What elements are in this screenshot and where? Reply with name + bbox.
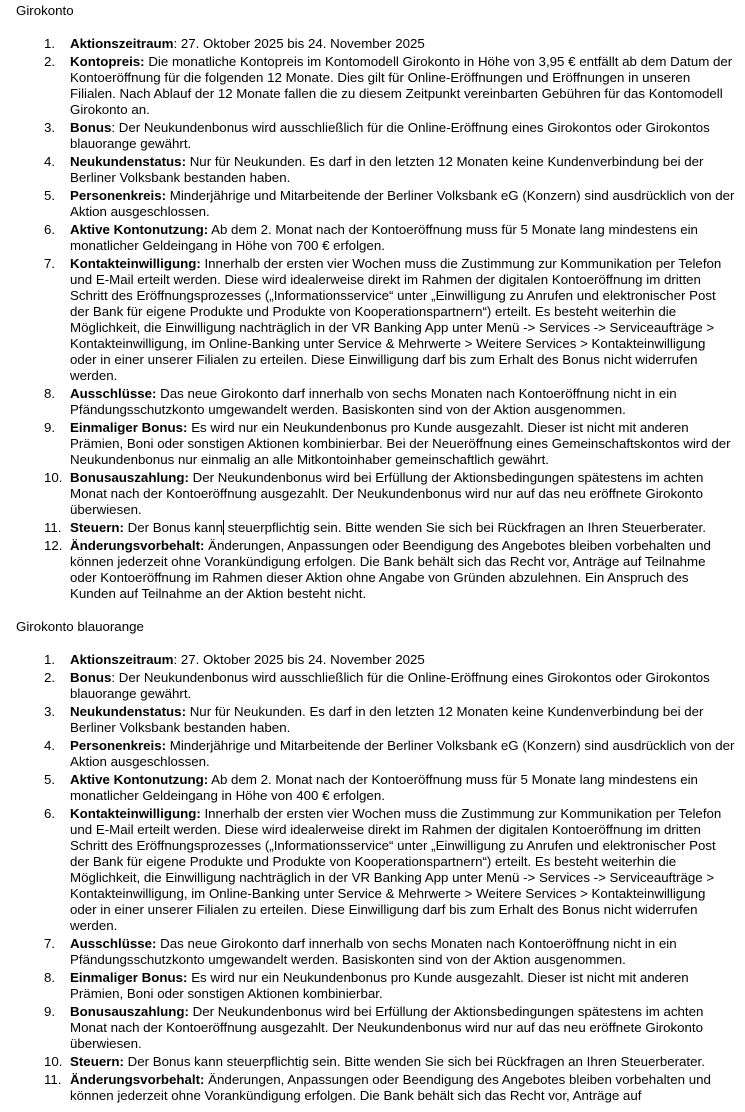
section-girokonto xyxy=(16,3,745,602)
item-number: 2. xyxy=(44,670,56,685)
item-text: Nur für Neukunden. Es darf in den letzten 12 Monaten keine Kundenverbindung bei der Berliner Volksbank bestanden haben. xyxy=(70,154,704,185)
item-text: Minderjährige und Mitarbeitende der Berliner Volksbank eG (Konzern) sind ausdrücklich von der Aktion ausgeschlossen. xyxy=(70,738,735,769)
item-number: 9. xyxy=(44,1004,56,1019)
item-text: Es wird nur ein Neukundenbonus pro Kunde ausgezahlt. Dieser ist nicht mit anderen Prämien, Boni oder sonstigen Aktionen kombinierbar. xyxy=(70,970,689,1001)
item-number: 6. xyxy=(44,806,56,821)
item-text: Das neue Girokonto darf innerhalb von sechs Monaten nach Kontoeröffnung nicht in ein Pfändungsschutzkonto umgewandelt werden. Basiskonten sind von der Aktion ausgenommen. xyxy=(70,936,677,967)
item-text: Der Neukundenbonus wird bei Erfüllung der Aktionsbedingungen spätestens im achten Monat nach der Kontoeröffnung ausgezahlt. Der Neukundenbonus wird nur auf das neu eröffnete Girokonto überwiesen. xyxy=(70,470,704,517)
list-item xyxy=(16,54,745,118)
item-number: 1. xyxy=(44,36,56,51)
list-item xyxy=(16,1072,745,1104)
item-number: 11. xyxy=(44,520,62,535)
list-item xyxy=(16,704,745,736)
item-label: Aktive Kontonutzung: xyxy=(70,222,209,237)
item-label: Änderungsvorbehalt: xyxy=(70,1072,205,1087)
terms-list xyxy=(16,36,745,602)
item-label: Kontakteinwilligung: xyxy=(70,806,201,821)
list-item xyxy=(16,470,745,518)
item-label: Kontopreis: xyxy=(70,54,145,69)
item-text: Der Bonus kann xyxy=(127,520,223,535)
item-label: Änderungsvorbehalt: xyxy=(70,538,205,553)
item-number: 7. xyxy=(44,936,56,951)
item-number: 1. xyxy=(44,652,56,667)
item-label: Steuern: xyxy=(70,1054,124,1069)
section-title: Girokonto blauorange xyxy=(16,619,144,634)
item-number: 12. xyxy=(44,538,63,553)
list-item xyxy=(16,936,745,968)
item-text: Der Neukundenbonus wird ausschließlich für die Online-Eröffnung eines Girokontos oder Girokontos blauorange gewährt. xyxy=(70,670,710,701)
list-item xyxy=(16,1054,745,1070)
item-label: Kontakteinwilligung: xyxy=(70,256,201,271)
item-number: 4. xyxy=(44,738,56,753)
list-item xyxy=(16,154,745,186)
item-label: Bonusauszahlung: xyxy=(70,1004,189,1019)
list-item xyxy=(16,36,745,52)
item-number: 5. xyxy=(44,772,56,787)
item-text: Der Neukundenbonus wird ausschließlich für die Online-Eröffnung eines Girokontos oder Girokontos blauorange gewährt. xyxy=(70,120,710,151)
item-number: 5. xyxy=(44,188,56,203)
item-number: 11. xyxy=(44,1072,62,1087)
list-item xyxy=(16,222,745,254)
item-number: 4. xyxy=(44,154,56,169)
list-item xyxy=(16,806,745,934)
item-label: Neukundenstatus: xyxy=(70,704,186,719)
terms-list xyxy=(16,652,745,1104)
item-text: Innerhalb der ersten vier Wochen muss die Zustimmung zur Kommunikation per Telefon und E-Mail erteilt werden. Diese wird idealerweise direkt im Rahmen der digitalen Kontoeröffnung im dritten Schritt des Eröffnungsprozesses („Informationsservice“ unter „Einwilligung zu Anrufen und elektronischer Post der Bank für eigene Produkte und Produkte von Kooperationspartnern“) erteilt. Es besteht weiterhin die Möglichkeit, die Einwilligung nachträglich in der VR Banking App unter Menü -> Services -> Serviceaufträge > Kontakteinwilligung, im Online-Banking unter Service & Mehrwerte > Weitere Services > Kontakteinwilligung oder in einer unserer Filialen zu erteilen. Diese Einwilligung darf bis zum Erhalt des Bonus nicht widerrufen werden. xyxy=(70,806,722,933)
list-item xyxy=(16,970,745,1002)
item-separator: : xyxy=(173,36,181,51)
item-number: 7. xyxy=(44,256,56,271)
item-separator: : xyxy=(173,652,181,667)
item-text: Die monatliche Kontopreis im Kontomodell Girokonto in Höhe von 3,95 € entfällt ab dem Datum der Kontoeröffnung für die folgenden 12 Monate. Dies gilt für Online-Eröffnungen und Eröffnungen in unseren Filialen. Nach Ablauf der 12 Monate fallen die zu diesem Zeitpunkt vereinbarten Gebühren für das Kontomodell Girokonto an. xyxy=(70,54,733,117)
item-label: Einmaliger Bonus: xyxy=(70,970,188,985)
item-text: 27. Oktober 2025 bis 24. November 2025 xyxy=(180,652,425,667)
item-label: Personenkreis: xyxy=(70,188,167,203)
item-text: Der Neukundenbonus wird bei Erfüllung der Aktionsbedingungen spätestens im achten Monat nach der Kontoeröffnung ausgezahlt. Der Neukundenbonus wird nur auf das neu eröffnete Girokonto überwiesen. xyxy=(70,1004,704,1051)
item-label: Aktive Kontonutzung: xyxy=(70,772,209,787)
item-number: 8. xyxy=(44,386,56,401)
item-label: Neukundenstatus: xyxy=(70,154,186,169)
item-text: Minderjährige und Mitarbeitende der Berliner Volksbank eG (Konzern) sind ausdrücklich von der Aktion ausgeschlossen. xyxy=(70,188,735,219)
list-item xyxy=(16,188,745,220)
list-item[interactable] xyxy=(16,520,745,536)
item-text: Änderungen, Anpassungen oder Beendigung des Angebotes bleiben vorbehalten und können jederzeit ohne Vorankündigung erfolgen. Die Bank behält sich das Recht vor, Anträge auf Teilnahme oder Kontoeröffnung im Rahmen dieser Aktion ohne Angabe von Gründen abzulehnen. Ein Anspruch des Kunden auf Teilnahme an der Aktion besteht nicht. xyxy=(70,538,711,601)
item-number: 3. xyxy=(44,120,56,135)
item-text: Nur für Neukunden. Es darf in den letzten 12 Monaten keine Kundenverbindung bei der Berliner Volksbank bestanden haben. xyxy=(70,704,704,735)
item-number: 3. xyxy=(44,704,56,719)
item-text: Der Bonus kann steuerpflichtig sein. Bitte wenden Sie sich bei Rückfragen an Ihren Steuerberater. xyxy=(127,1054,705,1069)
item-label: Ausschlüsse: xyxy=(70,386,157,401)
item-label: Bonus xyxy=(70,120,112,135)
item-number: 10. xyxy=(44,1054,63,1069)
item-label: Steuern: xyxy=(70,520,124,535)
item-text: steuerpflichtig sein. Bitte wenden Sie sich bei Rückfragen an Ihren Steuerberater. xyxy=(224,520,706,535)
item-label: Bonusauszahlung: xyxy=(70,470,189,485)
list-item xyxy=(16,772,745,804)
item-separator: : xyxy=(111,670,119,685)
item-text: 27. Oktober 2025 bis 24. November 2025 xyxy=(180,36,425,51)
item-text: Innerhalb der ersten vier Wochen muss die Zustimmung zur Kommunikation per Telefon und E-Mail erteilt werden. Diese wird idealerweise direkt im Rahmen der digitalen Kontoeröffnung im dritten Schritt des Eröffnungsprozesses („Informationsservice“ unter „Einwilligung zu Anrufen und elektronischer Post der Bank für eigene Produkte und Produkte von Kooperationspartnern“) erteilt. Es besteht weiterhin die Möglichkeit, die Einwilligung nachträglich in der VR Banking App unter Menü -> Services -> Serviceaufträge > Kontakteinwilligung, im Online-Banking unter Service & Mehrwerte > Weitere Services > Kontakteinwilligung oder in einer unserer Filialen zu erteilen. Diese Einwilligung darf bis zum Erhalt des Bonus nicht widerrufen werden. xyxy=(70,256,722,383)
list-item xyxy=(16,120,745,152)
list-item xyxy=(16,652,745,668)
item-label: Einmaliger Bonus: xyxy=(70,420,188,435)
item-label: Ausschlüsse: xyxy=(70,936,157,951)
item-text: Das neue Girokonto darf innerhalb von sechs Monaten nach Kontoeröffnung nicht in ein Pfändungsschutzkonto umgewandelt werden. Basiskonten sind von der Aktion ausgenommen. xyxy=(70,386,677,417)
item-text: Änderungen, Anpassungen oder Beendigung des Angebotes bleiben vorbehalten und können jederzeit ohne Vorankündigung erfolgen. Die Bank behält sich das Recht vor, Anträge auf xyxy=(70,1072,711,1103)
list-item xyxy=(16,420,745,468)
item-number: 2. xyxy=(44,54,56,69)
item-label: Aktionszeitraum xyxy=(70,652,174,667)
item-number: 9. xyxy=(44,420,56,435)
item-label: Personenkreis: xyxy=(70,738,167,753)
item-label: Aktionszeitraum xyxy=(70,36,174,51)
item-separator: : xyxy=(111,120,119,135)
item-number: 6. xyxy=(44,222,56,237)
item-number: 8. xyxy=(44,970,56,985)
item-text: Ab dem 2. Monat nach der Kontoeröffnung muss für 5 Monate lang mindestens ein monatlicher Geldeingang in Höhe von 400 € erfolgen. xyxy=(70,772,698,803)
item-number: 10. xyxy=(44,470,63,485)
list-item xyxy=(16,670,745,702)
item-text: Es wird nur ein Neukundenbonus pro Kunde ausgezahlt. Dieser ist nicht mit anderen Prämien, Boni oder sonstigen Aktionen kombinierbar. Bei der Neueröffnung eines Gemeinschaftskontos wird der Neukundenbonus nur einmalig an alle Mitkontoinhaber gemeinschaftlich gewährt. xyxy=(70,420,731,467)
list-item xyxy=(16,1004,745,1052)
item-text: Ab dem 2. Monat nach der Kontoeröffnung muss für 5 Monate lang mindestens ein monatlicher Geldeingang in Höhe von 700 € erfolgen. xyxy=(70,222,698,253)
list-item xyxy=(16,538,745,602)
list-item xyxy=(16,256,745,384)
list-item xyxy=(16,386,745,418)
item-label: Bonus xyxy=(70,670,112,685)
section-girokonto-blauorange xyxy=(16,619,745,1104)
list-item xyxy=(16,738,745,770)
section-title: Girokonto xyxy=(16,3,74,18)
